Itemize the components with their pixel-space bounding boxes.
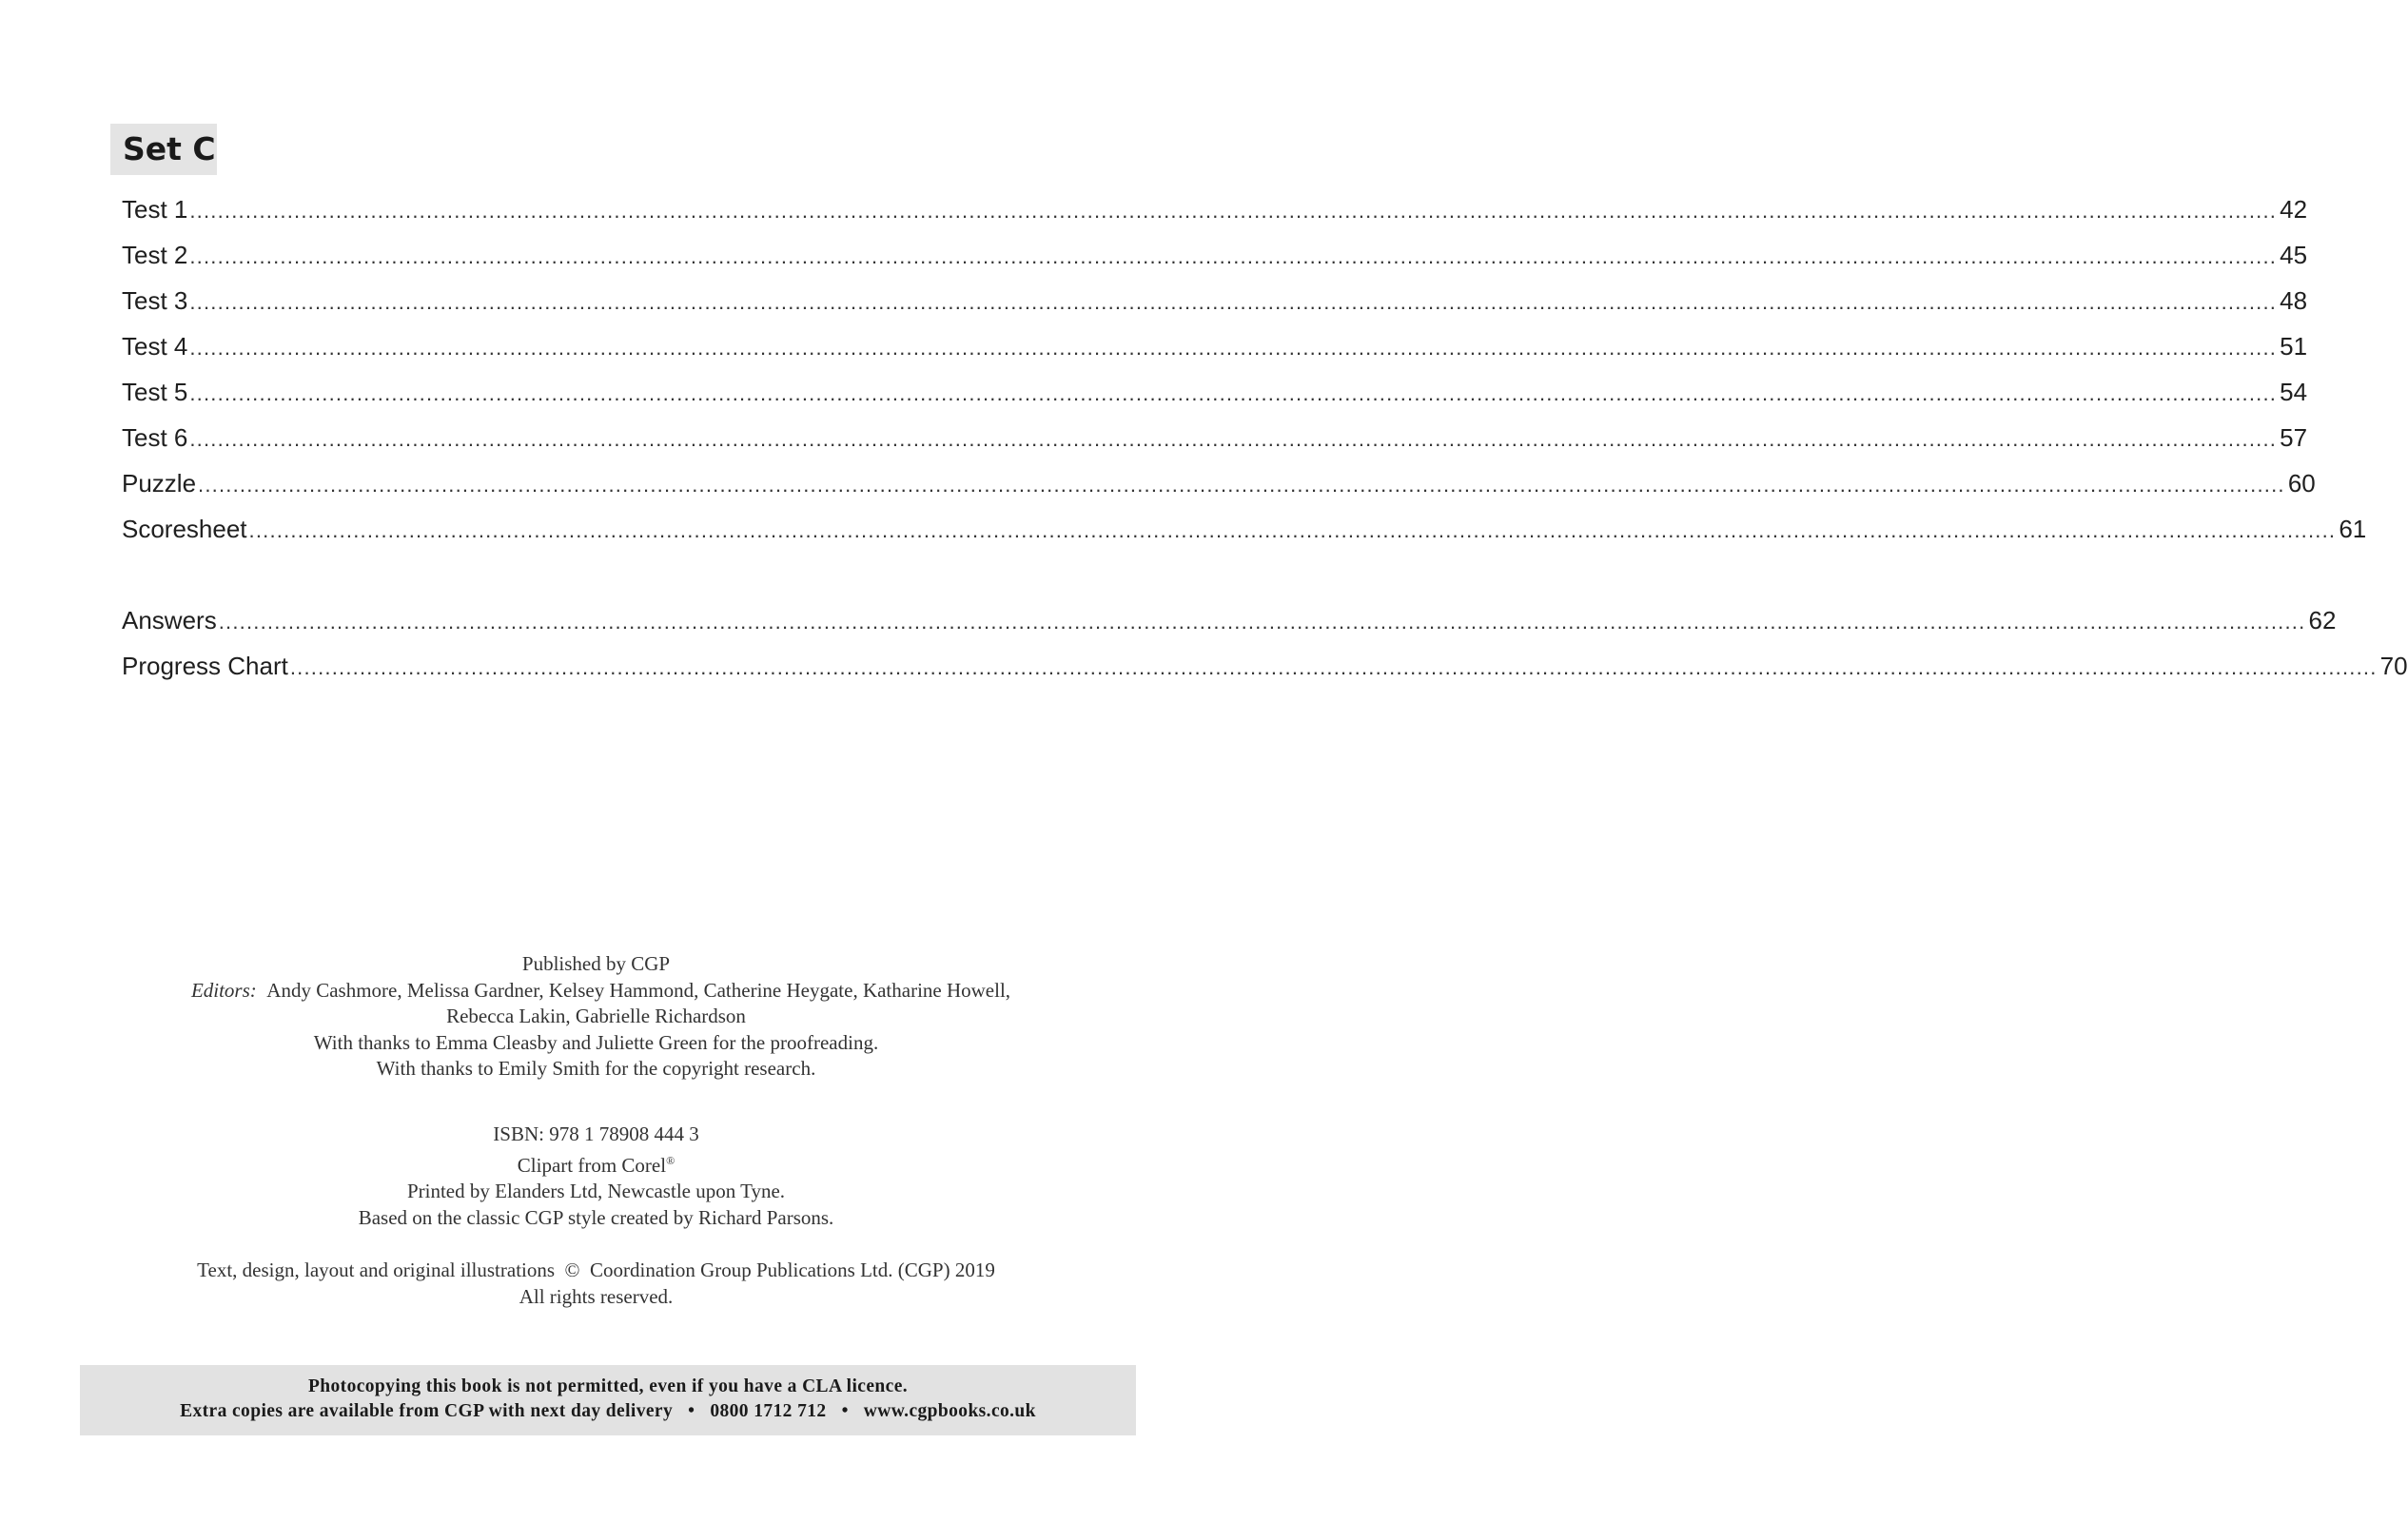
table-of-contents bbox=[122, 186, 2408, 689]
photocopy-notice-box bbox=[80, 1365, 1136, 1435]
editors-names: Andy Cashmore, Melissa Gardner, Kelsey Hammond, Catherine Heygate, Katharine Howell, bbox=[266, 978, 1011, 1002]
toc-entry-label: Test 3 bbox=[122, 286, 188, 315]
editors-names-continued: Rebecca Lakin, Gabrielle Richardson bbox=[446, 1005, 746, 1027]
isbn: ISBN: 978 1 78908 444 3 bbox=[493, 1122, 699, 1145]
toc-row[interactable] bbox=[122, 278, 2308, 323]
toc-page-number: 42 bbox=[2280, 195, 2308, 224]
phone-number: 0800 1712 712 bbox=[710, 1401, 827, 1421]
toc-entry-label: Puzzle bbox=[122, 469, 197, 498]
toc-entry-label: Test 6 bbox=[122, 423, 188, 452]
toc-page-number: 51 bbox=[2280, 332, 2308, 361]
toc-page-number: 62 bbox=[2308, 606, 2337, 634]
toc-page-number: 60 bbox=[2287, 469, 2316, 498]
dot-leader: ............................................................................................................................................................................................................................................................................................................ bbox=[218, 610, 2306, 634]
extra-copies-text: Extra copies are available from CGP with next day delivery bbox=[180, 1401, 674, 1421]
toc-entry-label: Answers bbox=[122, 606, 217, 634]
bullet-separator: • bbox=[841, 1401, 849, 1421]
toc-row[interactable] bbox=[122, 506, 2367, 552]
toc-row[interactable] bbox=[122, 232, 2308, 278]
dot-leader: ............................................................................................................................................................................................................................................................................................................ bbox=[189, 244, 2278, 268]
dot-leader: ............................................................................................................................................................................................................................................................................................................ bbox=[189, 381, 2278, 405]
editors-line bbox=[0, 978, 1192, 1005]
toc-page-number: 54 bbox=[2280, 378, 2308, 406]
thanks-copyright: With thanks to Emily Smith for the copyright research. bbox=[376, 1057, 816, 1080]
registered-mark: ® bbox=[666, 1153, 675, 1167]
ordering-info bbox=[80, 1399, 1136, 1424]
website-link[interactable]: www.cgpbooks.co.uk bbox=[863, 1401, 1036, 1421]
bullet-separator: • bbox=[688, 1401, 695, 1421]
published-by: Published by CGP bbox=[521, 952, 671, 975]
toc-entry-label: Test 5 bbox=[122, 378, 188, 406]
publication-info bbox=[0, 1122, 1192, 1231]
rights-reserved: All rights reserved. bbox=[519, 1284, 674, 1308]
toc-row[interactable] bbox=[122, 460, 2316, 506]
toc-row[interactable] bbox=[122, 597, 2337, 643]
dot-leader: ............................................................................................................................................................................................................................................................................................................ bbox=[289, 655, 2378, 679]
toc-entry-label: Test 1 bbox=[122, 195, 188, 224]
clipart-credit bbox=[0, 1148, 1192, 1180]
dot-leader: ............................................................................................................................................................................................................................................................................................................ bbox=[189, 427, 2278, 451]
toc-page-number: 70 bbox=[2379, 652, 2408, 680]
toc-entry-label: Test 2 bbox=[122, 241, 188, 269]
toc-row[interactable] bbox=[122, 643, 2408, 689]
toc-page-number: 45 bbox=[2280, 241, 2308, 269]
toc-entry-label: Progress Chart bbox=[122, 652, 288, 680]
dot-leader: ............................................................................................................................................................................................................................................................................................................ bbox=[189, 336, 2278, 360]
editors-label: Editors: bbox=[190, 978, 257, 1002]
clipart-text: Clipart from Corel bbox=[517, 1153, 667, 1177]
copyright-block bbox=[0, 1258, 1192, 1310]
toc-entry-label: Test 4 bbox=[122, 332, 188, 361]
toc-page-number: 61 bbox=[2339, 515, 2367, 543]
toc-row[interactable] bbox=[122, 415, 2308, 460]
dot-leader: ............................................................................................................................................................................................................................................................................................................ bbox=[189, 199, 2278, 223]
toc-row[interactable] bbox=[122, 186, 2308, 232]
dot-leader: ............................................................................................................................................................................................................................................................................................................ bbox=[248, 518, 2337, 542]
section-heading: Set C bbox=[110, 124, 217, 175]
toc-entry-label: Scoresheet bbox=[122, 515, 247, 543]
style-credit: Based on the classic CGP style created by Richard Parsons. bbox=[358, 1205, 834, 1229]
toc-row[interactable] bbox=[122, 369, 2308, 415]
toc-page-number: 57 bbox=[2280, 423, 2308, 452]
toc-page-number: 48 bbox=[2280, 286, 2308, 315]
credits-block bbox=[0, 951, 1192, 1083]
dot-leader: ............................................................................................................................................................................................................................................................................................................ bbox=[198, 473, 2285, 497]
toc-row[interactable] bbox=[122, 323, 2308, 369]
dot-leader: ............................................................................................................................................................................................................................................................................................................ bbox=[189, 290, 2278, 314]
thanks-proofreading: With thanks to Emma Cleasby and Juliette Green for the proofreading. bbox=[313, 1030, 879, 1054]
photocopy-notice: Photocopying this book is not permitted, even if you have a CLA licence. bbox=[307, 1376, 909, 1396]
copyright-notice: Text, design, layout and original illustrations © Coordination Group Publications Ltd. (CGP) 2019 bbox=[197, 1259, 995, 1281]
printed-by: Printed by Elanders Ltd, Newcastle upon Tyne. bbox=[406, 1180, 786, 1202]
